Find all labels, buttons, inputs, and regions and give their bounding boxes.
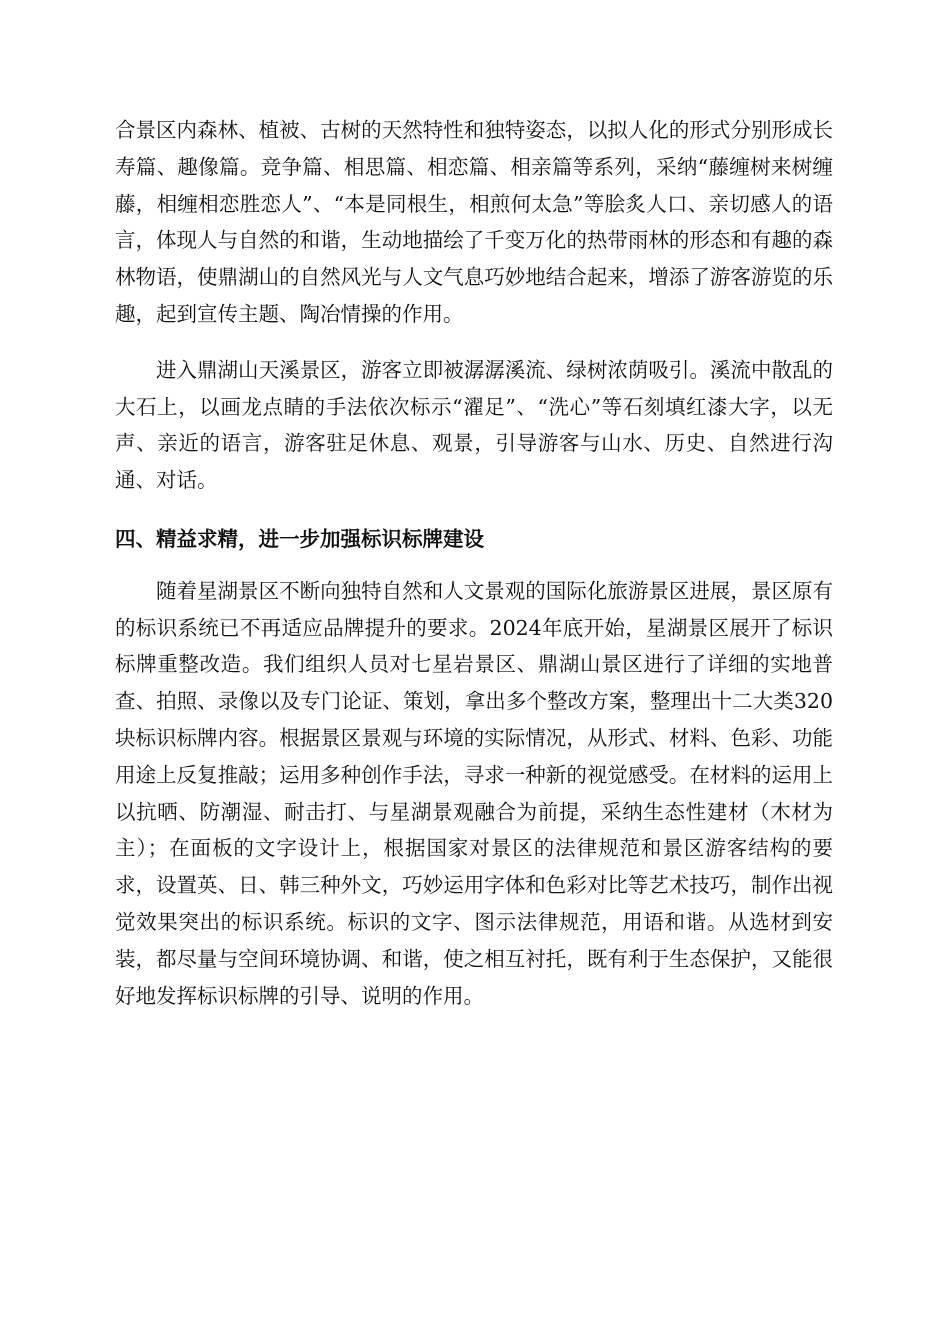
paragraph-signage: 随着星湖景区不断向独特自然和人文景观的国际化旅游景区进展，景区原有的标识系统已不再适应品牌提升的要求。2024年底开始，星湖景区展开了标识标牌重整改造。我们组织人员对七星岩景区、鼎湖山景区进行了详细的实地普查、拍照、录像以及专门论证、策划，拿出多个整改方案，整理出十二大类320块标识标牌内容。根据景区景观与环境的实际情况，从形式、材料、色彩、功能用途上反复推敲；运用多种创作手法，寻求一种新的视觉感受。在材料的运用上以抗晒、防潮湿、耐击打、与星湖景观融合为前提，采纳生态性建材（木材为主）；在面板的文字设计上，根据国家对景区的法律规范和景区游客结构的要求，设置英、日、韩三种外文，巧妙运用字体和色彩对比等艺术技巧，制作出视觉效果突出的标识系统。标识的文字、图示法律规范，用语和谐。从选材到安装，都尽量与空间环境协调、和谐，使之相互衬托，既有利于生态保护，又能很好地发挥标识标牌的引导、说明的作用。: [115, 578, 833, 1008]
paragraph-continued: 合景区内森林、植被、古树的天然特性和独特姿态，以拟人化的形式分别形成长寿篇、趣像篇。竞争篇、相思篇、相恋篇、相亲篇等系列，采纳“藤缠树来树缠藤，相缠相恋胜恋人”、“本是同根生，相煎何太急”等脍炙人口、亲切感人的语言，体现人与自然的和谐，生动地描绘了千变万化的热带雨林的形态和有趣的森林物语，使鼎湖山的自然风光与人文气息巧妙地结合起来，增添了游客游览的乐趣，起到宣传主题、陶冶情操的作用。: [115, 118, 833, 326]
section-heading: 四、精益求精，进一步加强标识标牌建设: [115, 526, 484, 551]
paragraph-tianxi: 进入鼎湖山天溪景区，游客立即被潺潺溪流、绿树浓荫吸引。溪流中散乱的大石上，以画龙点睛的手法依次标示“濯足”、“洗心”等石刻填红漆大字，以无声、亲近的语言，游客驻足休息、观景，引导游客与山水、历史、自然进行沟通、对话。: [115, 357, 833, 493]
document-page: [115, 112, 833, 1014]
